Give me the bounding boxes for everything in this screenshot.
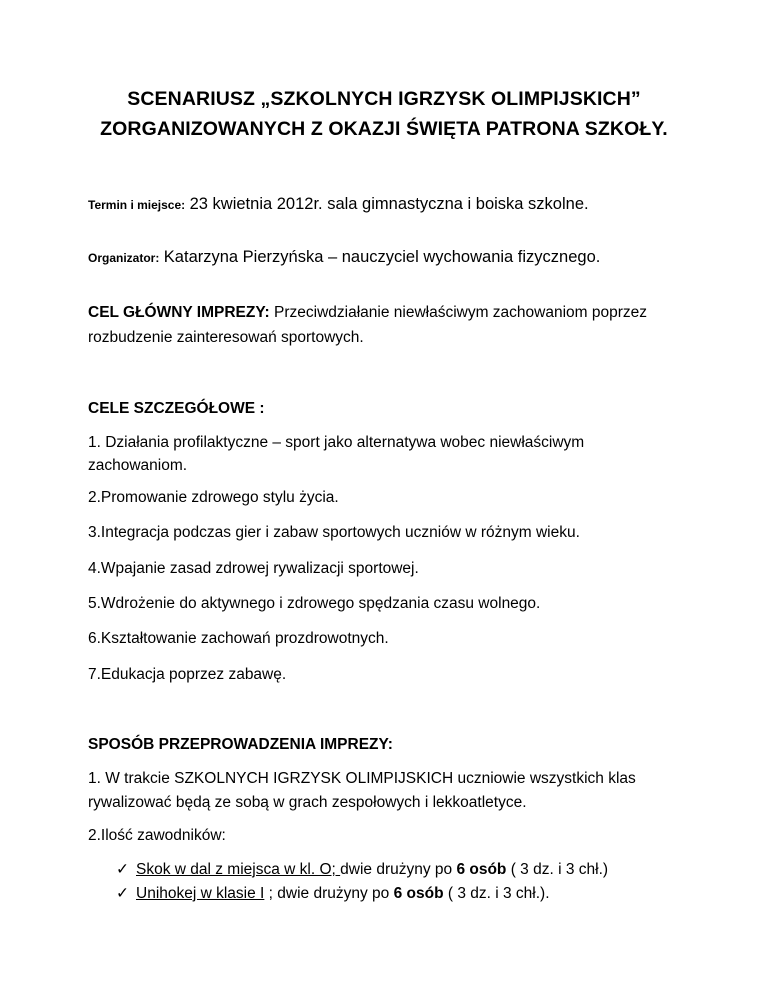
cele-item-7: 7.Edukacja poprzez zabawę. <box>88 666 287 683</box>
bullet-skok-rest: ( 3 dz. i 3 chł.) <box>506 861 609 878</box>
cele-item-1a: 1. Działania profilaktyczne – sport jako alternatywa wobec niewłaściwym <box>88 434 585 451</box>
cel-glowny-label: CEL GŁÓWNY IMPREZY: <box>88 304 270 321</box>
bullet-skok <box>116 860 608 879</box>
cele-item-5: 5.Wdrożenie do aktywnego i zdrowego spędzania czasu wolnego. <box>88 595 541 612</box>
bullet-unihokej-underlined: Unihokej w klasie I <box>136 885 265 902</box>
sposob-heading: SPOSÓB PRZEPROWADZENIA IMPREZY: <box>88 736 393 753</box>
organizator-row <box>88 248 600 267</box>
ilosc-zawodnikow: 2.Ilość zawodników: <box>88 827 226 844</box>
termin-value: 23 kwietnia 2012r. sala gimnastyczna i boiska szkolne. <box>189 195 589 213</box>
cele-item-2: 2.Promowanie zdrowego stylu życia. <box>88 489 339 506</box>
bullet-unihokej-text: ; dwie drużyny po <box>264 885 394 902</box>
bullet-skok-text: dwie drużyny po <box>340 861 457 878</box>
checkmark-icon: ✓ <box>116 861 129 878</box>
termin-label: Termin i miejsce: <box>88 198 186 212</box>
termin-row <box>88 195 589 214</box>
cele-item-4: 4.Wpajanie zasad zdrowej rywalizacji sportowej. <box>88 560 419 577</box>
bullet-unihokej-rest: ( 3 dz. i 3 chł.). <box>443 885 550 902</box>
cele-szczegolowe-heading: CELE SZCZEGÓŁOWE : <box>88 400 265 417</box>
cel-glowny-line-2: rozbudzenie zainteresowań sportowych. <box>88 329 364 346</box>
bullet-skok-bold: 6 osób <box>456 861 507 878</box>
checkmark-icon: ✓ <box>116 885 129 902</box>
title-line-2: ZORGANIZOWANYCH Z OKAZJI ŚWIĘTA PATRONA SZKOŁY. <box>100 118 668 140</box>
cel-glowny-line-1 <box>88 301 688 325</box>
cel-glowny-text: Przeciwdziałanie niewłaściwym zachowaniom poprzez <box>274 304 648 321</box>
organizator-label: Organizator: <box>88 251 160 265</box>
title-line-1: SCENARIUSZ „SZKOLNYCH IGRZYSK OLIMPIJSKICH” <box>127 88 641 110</box>
bullet-unihokej <box>116 884 550 903</box>
organizator-value: Katarzyna Pierzyńska – nauczyciel wychowania fizycznego. <box>163 248 601 266</box>
bullet-unihokej-bold: 6 osób <box>393 885 444 902</box>
cele-item-6: 6.Kształtowanie zachowań prozdrowotnych. <box>88 630 389 647</box>
sposob-line-2: rywalizować będą ze sobą w grach zespołowych i lekkoatletyce. <box>88 794 527 811</box>
cele-item-3: 3.Integracja podczas gier i zabaw sportowych uczniów w różnym wieku. <box>88 524 580 541</box>
cele-item-1b: zachowaniom. <box>88 457 188 474</box>
sposob-line-1: 1. W trakcie SZKOLNYCH IGRZYSK OLIMPIJSKICH uczniowie wszystkich klas <box>88 770 636 787</box>
bullet-skok-underlined: Skok w dal z miejsca w kl. O; <box>136 861 341 878</box>
